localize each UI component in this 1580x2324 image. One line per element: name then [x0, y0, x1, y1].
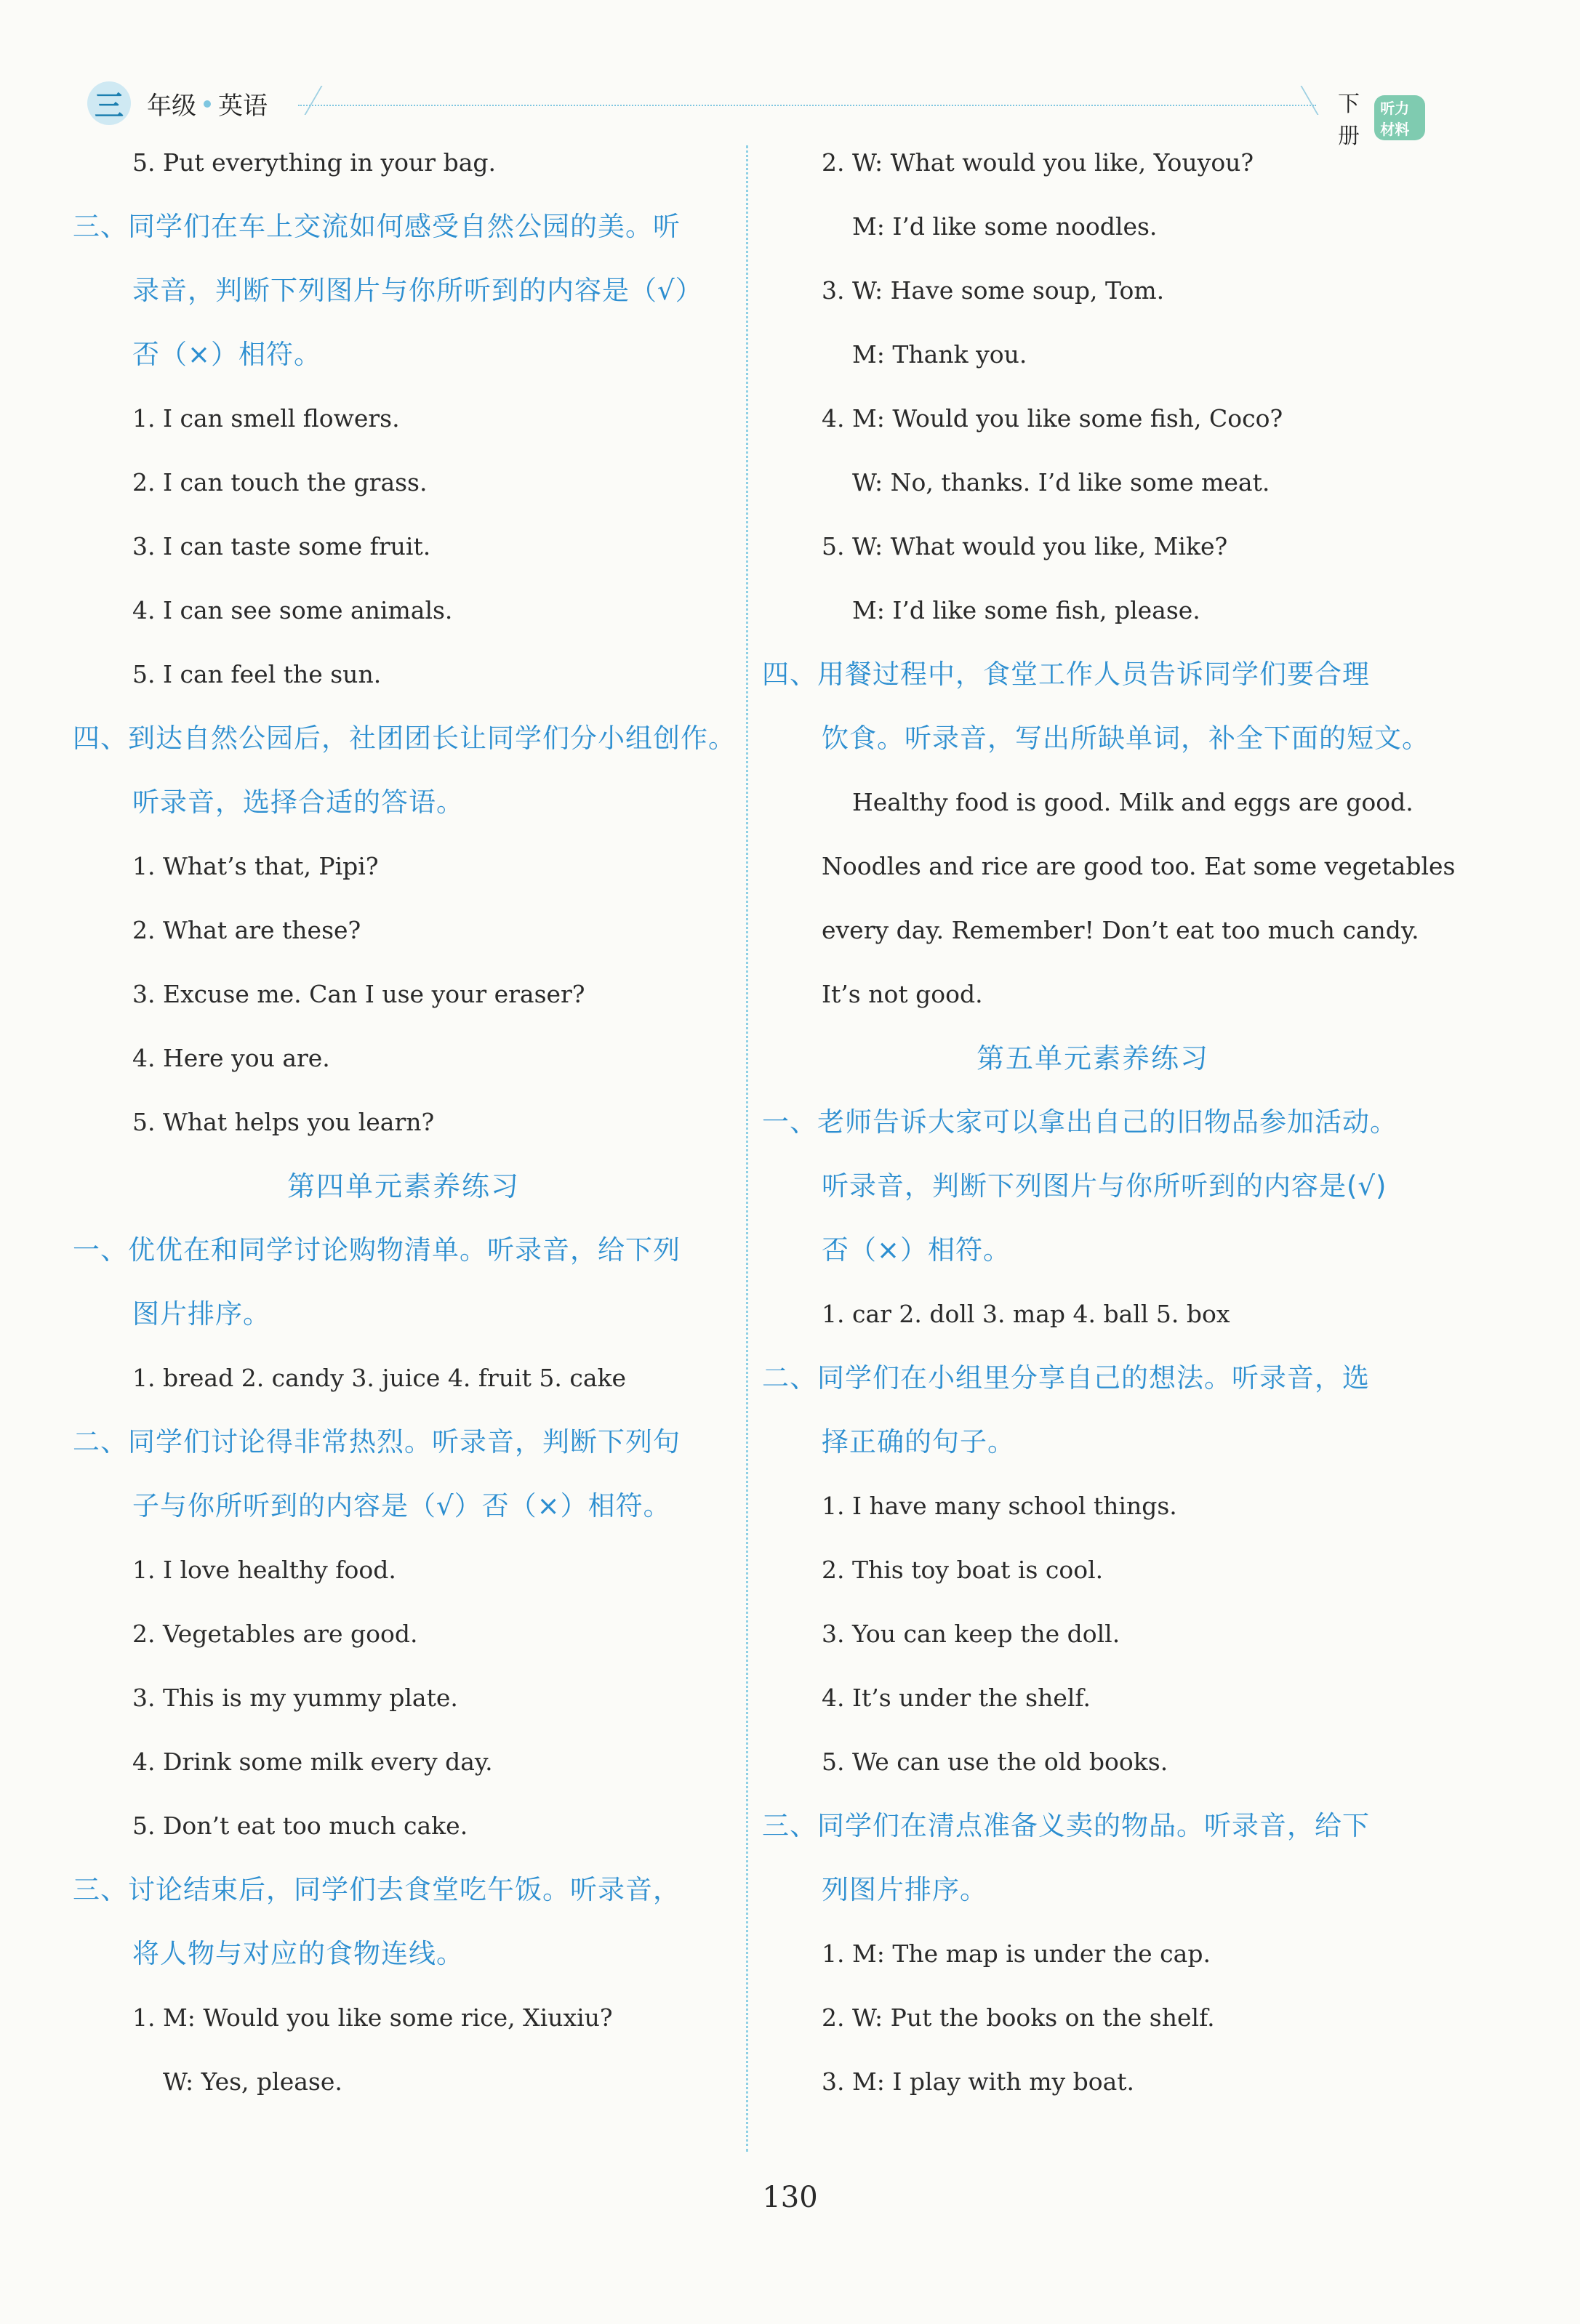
unit-title: 第五单元素养练习: [976, 1042, 1209, 1074]
text-line: 2. What are these?: [132, 916, 361, 944]
grade-subject-label: [147, 86, 268, 121]
page-number: 130: [762, 2181, 818, 2214]
text-line: M: I’d like some noodles.: [852, 212, 1158, 241]
text-line: 4. M: Would you like some fish, Coco?: [822, 404, 1283, 433]
section-heading: 三、同学们在清点准备义卖的物品。听录音，给下: [762, 1810, 1370, 1841]
text-line: 4. I can see some animals.: [132, 596, 453, 624]
page-header: [80, 80, 1425, 149]
section-heading-continuation: 择正确的句子。: [822, 1426, 1015, 1457]
volume-label: 下册: [1338, 92, 1360, 149]
subject-label: 英语: [218, 92, 268, 121]
text-line: 5. We can use the old books.: [822, 1748, 1168, 1776]
text-line: 3. This is my yummy plate.: [132, 1684, 458, 1712]
section-heading: 三、讨论结束后，同学们去食堂吃午饭。听录音，: [73, 1874, 681, 1905]
text-line: 4. It’s under the shelf.: [822, 1684, 1091, 1712]
text-line: 2. Vegetables are good.: [132, 1620, 418, 1648]
section-heading: 一、优优在和同学讨论购物清单。听录音，给下列: [73, 1234, 681, 1266]
section-heading-continuation: 听录音，选择合适的答语。: [132, 787, 464, 818]
text-line: 1. I can smell flowers.: [132, 404, 400, 433]
text-line: 5. W: What would you like, Mike?: [822, 532, 1228, 560]
text-line: 1. M: The map is under the cap.: [822, 1939, 1211, 1968]
text-line: 5. Put everything in your bag.: [132, 148, 496, 177]
text-line: 1. bread 2. candy 3. juice 4. fruit 5. cake: [132, 1364, 627, 1392]
section-heading: 四、到达自然公园后，社团团长让同学们分小组创作。: [73, 723, 736, 754]
section-heading-continuation: 录音，判断下列图片与你所听到的内容是（√）: [132, 275, 703, 306]
text-line: 3. W: Have some soup, Tom.: [822, 276, 1165, 305]
section-heading-continuation: 饮食。听录音，写出所缺单词，补全下面的短文。: [822, 723, 1429, 754]
text-line: 3. I can taste some fruit.: [132, 532, 431, 560]
brand-logo: 听力材料: [1374, 95, 1425, 140]
text-line: 3. Excuse me. Can I use your eraser?: [132, 980, 585, 1008]
text-line: 1. I love healthy food.: [132, 1556, 396, 1584]
text-line: 3. You can keep the doll.: [822, 1620, 1120, 1648]
section-heading-continuation: 听录音，判断下列图片与你所听到的内容是(√): [822, 1170, 1387, 1202]
section-heading: 二、同学们讨论得非常热烈。听录音，判断下列句: [73, 1426, 681, 1457]
section-heading: 四、用餐过程中，食堂工作人员告诉同学们要合理: [762, 659, 1370, 690]
section-heading-continuation: 否（×）相符。: [132, 339, 322, 370]
text-line: M: I’d like some fish, please.: [852, 596, 1200, 624]
text-line: 1. I have many school things.: [822, 1492, 1177, 1520]
text-line: 4. Drink some milk every day.: [132, 1748, 493, 1776]
text-line: 1. car 2. doll 3. map 4. ball 5. box: [822, 1300, 1230, 1328]
text-line: 5. I can feel the sun.: [132, 660, 382, 688]
section-heading-continuation: 图片排序。: [132, 1298, 270, 1330]
text-line: 5. Don’t eat too much cake.: [132, 1812, 468, 1840]
text-line: W: Yes, please.: [163, 2067, 342, 2096]
text-line: 2. W: What would you like, Youyou?: [822, 148, 1254, 177]
text-line: It’s not good.: [822, 980, 983, 1008]
section-heading-continuation: 子与你所听到的内容是（√）否（×）相符。: [132, 1490, 671, 1521]
section-heading-continuation: 列图片排序。: [822, 1874, 987, 1905]
grade-label: 年级: [147, 92, 196, 121]
text-line: 5. What helps you learn?: [132, 1108, 435, 1136]
right-column: [762, 131, 1456, 2114]
unit-title: 第四单元素养练习: [286, 1170, 520, 1202]
section-heading-continuation: 将人物与对应的食物连线。: [132, 1938, 464, 1969]
section-heading: 二、同学们在小组里分享自己的想法。听录音，选: [762, 1362, 1370, 1394]
text-line: 1. What’s that, Pipi?: [132, 852, 379, 880]
column-divider: [746, 145, 748, 2152]
text-line: 3. M: I play with my boat.: [822, 2067, 1135, 2096]
section-heading: 一、老师告诉大家可以拿出自己的旧物品参加活动。: [762, 1106, 1397, 1138]
section-heading: 三、同学们在车上交流如何感受自然公园的美。听: [73, 211, 681, 242]
section-heading-continuation: 否（×）相符。: [822, 1234, 1011, 1266]
text-line: M: Thank you.: [852, 340, 1027, 369]
text-line: 2. I can touch the grass.: [132, 468, 428, 496]
text-line: 2. W: Put the books on the shelf.: [822, 2003, 1215, 2032]
grade-badge: 三: [87, 81, 131, 125]
header-slash-right: [1300, 86, 1340, 115]
text-line: Healthy food is good. Milk and eggs are good.: [852, 788, 1413, 816]
separator-dot-icon: [204, 100, 211, 108]
header-slash-left: [282, 86, 322, 115]
text-line: 2. This toy boat is cool.: [822, 1556, 1104, 1584]
left-column: [73, 131, 734, 2114]
text-line: 1. M: Would you like some rice, Xiuxiu?: [132, 2003, 613, 2032]
text-line: every day. Remember! Don’t eat too much candy.: [822, 916, 1419, 944]
text-line: W: No, thanks. I’d like some meat.: [852, 468, 1270, 496]
header-dotted-rule: [298, 105, 1316, 106]
text-line: Noodles and rice are good too. Eat some vegetables: [822, 852, 1456, 880]
text-line: 4. Here you are.: [132, 1044, 330, 1072]
